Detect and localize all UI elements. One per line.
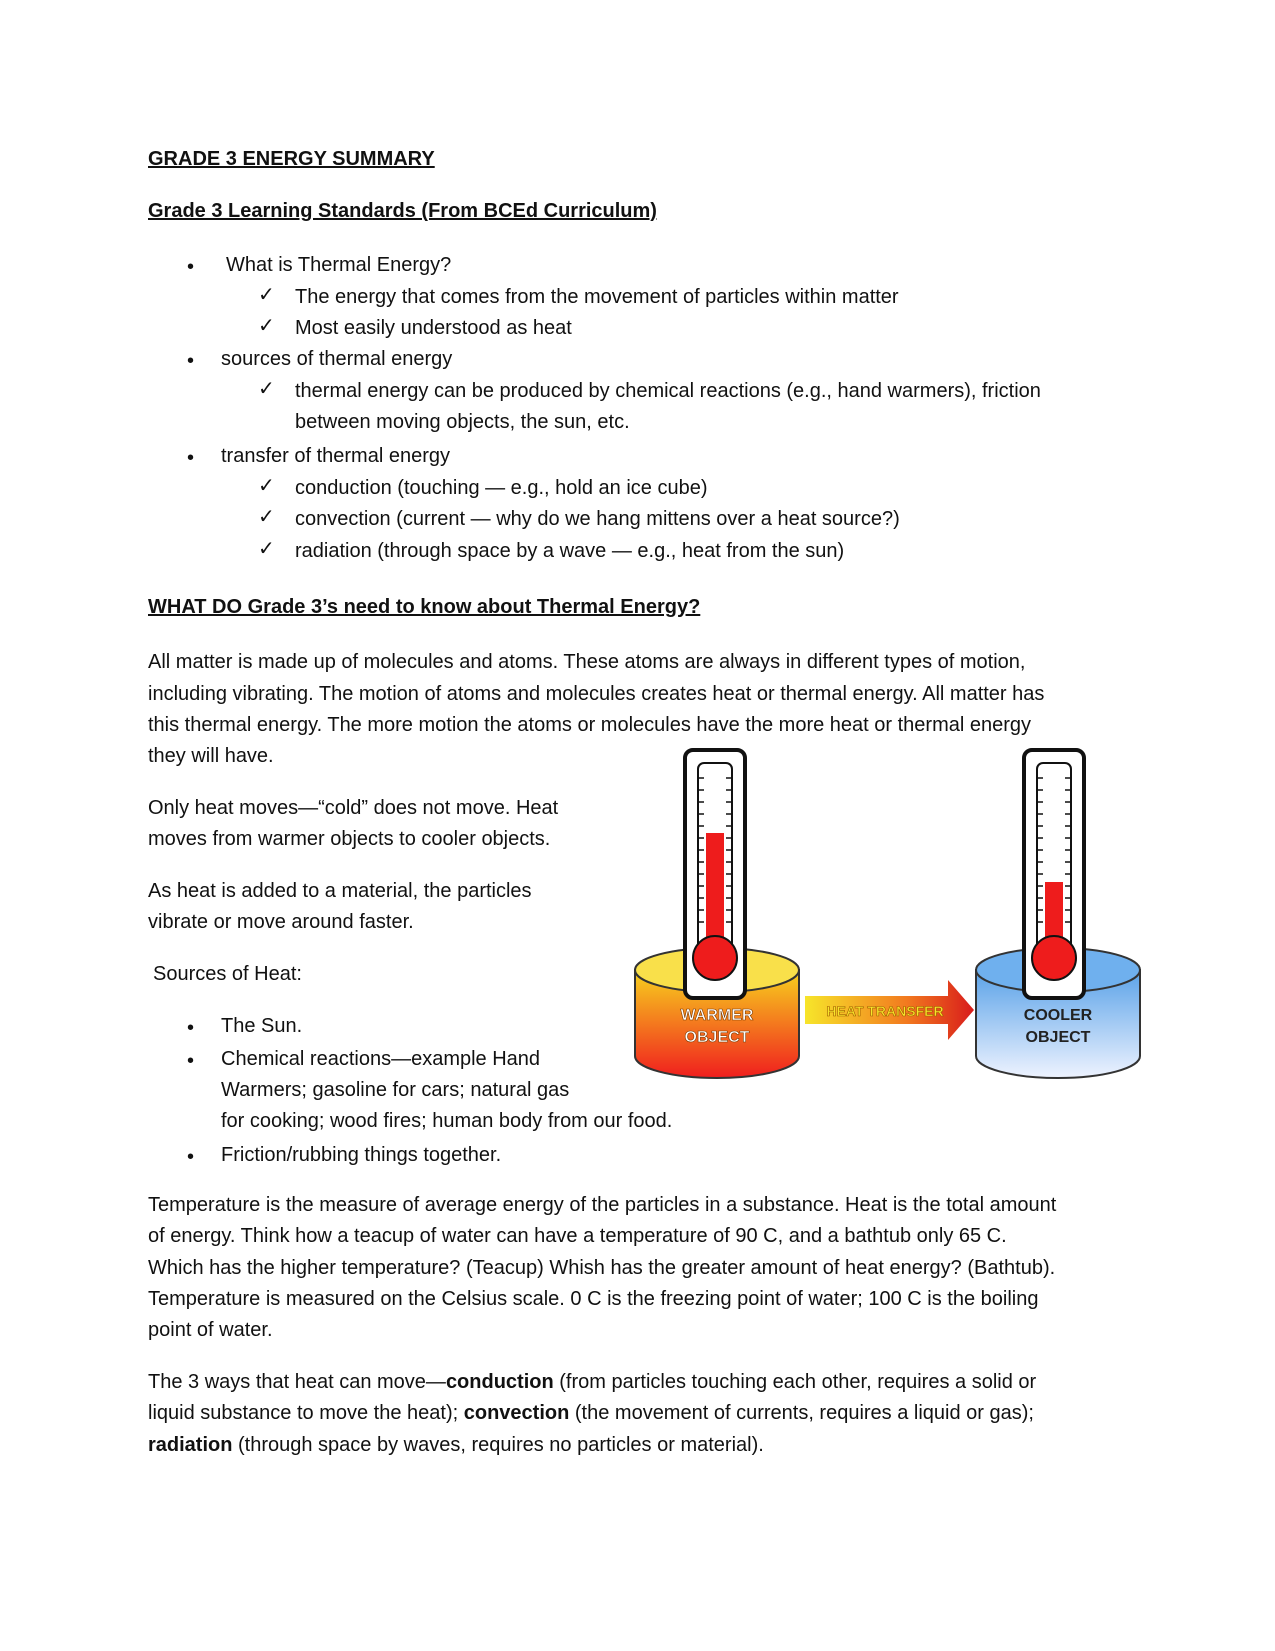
paragraph-line	[148, 1367, 1036, 1398]
bullet: •	[187, 1050, 195, 1072]
standard-item: convection (current — why do we hang mittens over a heat source?)	[295, 508, 900, 530]
source-item: for cooking; wood fires; human body from our food.	[221, 1110, 673, 1132]
bullet: •	[187, 256, 195, 278]
paragraph-line	[148, 1398, 1034, 1429]
warmer-label-line: OBJECT	[684, 1029, 750, 1046]
source-item: Chemical reactions—example Hand	[221, 1048, 541, 1070]
paragraph-line: vibrate or move around faster.	[148, 911, 414, 933]
standard-item: between moving objects, the sun, etc.	[295, 411, 630, 433]
checkmark-icon: ✓	[258, 284, 275, 306]
paragraph-line: moves from warmer objects to cooler objects.	[148, 828, 551, 850]
standard-item: The energy that comes from the movement of particles within matter	[295, 286, 899, 308]
standard-item: Most easily understood as heat	[295, 317, 572, 339]
source-item: Friction/rubbing things together.	[221, 1144, 502, 1166]
bullet: •	[187, 1146, 195, 1168]
page-title: GRADE 3 ENERGY SUMMARY	[148, 148, 435, 170]
paragraph-line: All matter is made up of molecules and atoms. These atoms are always in different types of motion,	[148, 651, 1026, 673]
source-item: Warmers; gasoline for cars; natural gas	[221, 1079, 570, 1101]
standard-label: transfer of thermal energy	[221, 445, 450, 467]
ways-intro: The 3 ways that heat can move—	[148, 1371, 446, 1393]
bullet: •	[187, 447, 195, 469]
radiation-description: (through space by waves, requires no particles or material).	[232, 1434, 764, 1456]
conduction-description: (from particles touching each other, requires a solid or	[553, 1371, 1037, 1393]
sources-label: Sources of Heat:	[153, 963, 302, 985]
checkmark-icon: ✓	[258, 378, 275, 400]
standard-item: radiation (through space by a wave — e.g., heat from the sun)	[295, 540, 845, 562]
paragraph-line: Temperature is measured on the Celsius scale. 0 C is the freezing point of water; 100 C is the boiling	[148, 1288, 1039, 1310]
paragraph-line: Which has the higher temperature? (Teacup) Whish has the greater amount of heat energy? (Bathtub).	[148, 1257, 1056, 1279]
ways-line2: liquid substance to move the heat);	[148, 1402, 464, 1424]
checkmark-icon: ✓	[258, 315, 275, 337]
cooler-label-line: OBJECT	[1025, 1029, 1091, 1046]
standard-item: thermal energy can be produced by chemical reactions (e.g., hand warmers), friction	[295, 380, 1041, 402]
paragraph-line: they will have.	[148, 745, 274, 767]
paragraph-line: this thermal energy. The more motion the atoms or molecules have the more heat or thermal energy	[148, 714, 1032, 736]
term-convection: convection	[463, 1402, 570, 1424]
bullet: •	[187, 350, 195, 372]
warmer-label-line: WARMER	[680, 1007, 754, 1024]
need-heading: WHAT DO Grade 3’s need to know about Thermal Energy?	[148, 596, 701, 618]
warm-thermometer-icon	[685, 750, 745, 998]
cool-thermometer-icon	[1024, 750, 1084, 998]
standard-label: What is Thermal Energy?	[226, 254, 452, 276]
heat-transfer-diagram	[630, 748, 1150, 1093]
term-radiation: radiation	[148, 1434, 233, 1456]
paragraph-line	[148, 1430, 764, 1461]
paragraph-line: Temperature is the measure of average energy of the particles in a substance. Heat is the total amount	[148, 1194, 1057, 1216]
heat-transfer-label: HEAT TRANSFER	[826, 1003, 944, 1019]
bullet: •	[187, 1017, 195, 1039]
paragraph-line: of energy. Think how a teacup of water can have a temperature of 90 C, and a bathtub only 65 C.	[148, 1225, 1007, 1247]
term-conduction: conduction	[445, 1371, 554, 1393]
checkmark-icon: ✓	[258, 538, 275, 560]
standard-item: conduction (touching — e.g., hold an ice cube)	[295, 477, 708, 499]
source-item: The Sun.	[221, 1015, 303, 1037]
standard-label: sources of thermal energy	[221, 348, 453, 370]
standards-heading: Grade 3 Learning Standards (From BCEd Curriculum)	[148, 200, 657, 222]
heat-transfer-arrow-icon	[805, 980, 974, 1040]
checkmark-icon: ✓	[258, 506, 275, 528]
paragraph-line: As heat is added to a material, the particles	[148, 880, 532, 902]
checkmark-icon: ✓	[258, 475, 275, 497]
paragraph-line: including vibrating. The motion of atoms and molecules creates heat or thermal energy. All matter has	[148, 683, 1045, 705]
cooler-label-line: COOLER	[1023, 1007, 1093, 1024]
paragraph-line: Only heat moves—“cold” does not move. Heat	[148, 797, 559, 819]
convection-description: (the movement of currents, requires a liquid or gas);	[569, 1402, 1034, 1424]
paragraph-line: point of water.	[148, 1319, 273, 1341]
